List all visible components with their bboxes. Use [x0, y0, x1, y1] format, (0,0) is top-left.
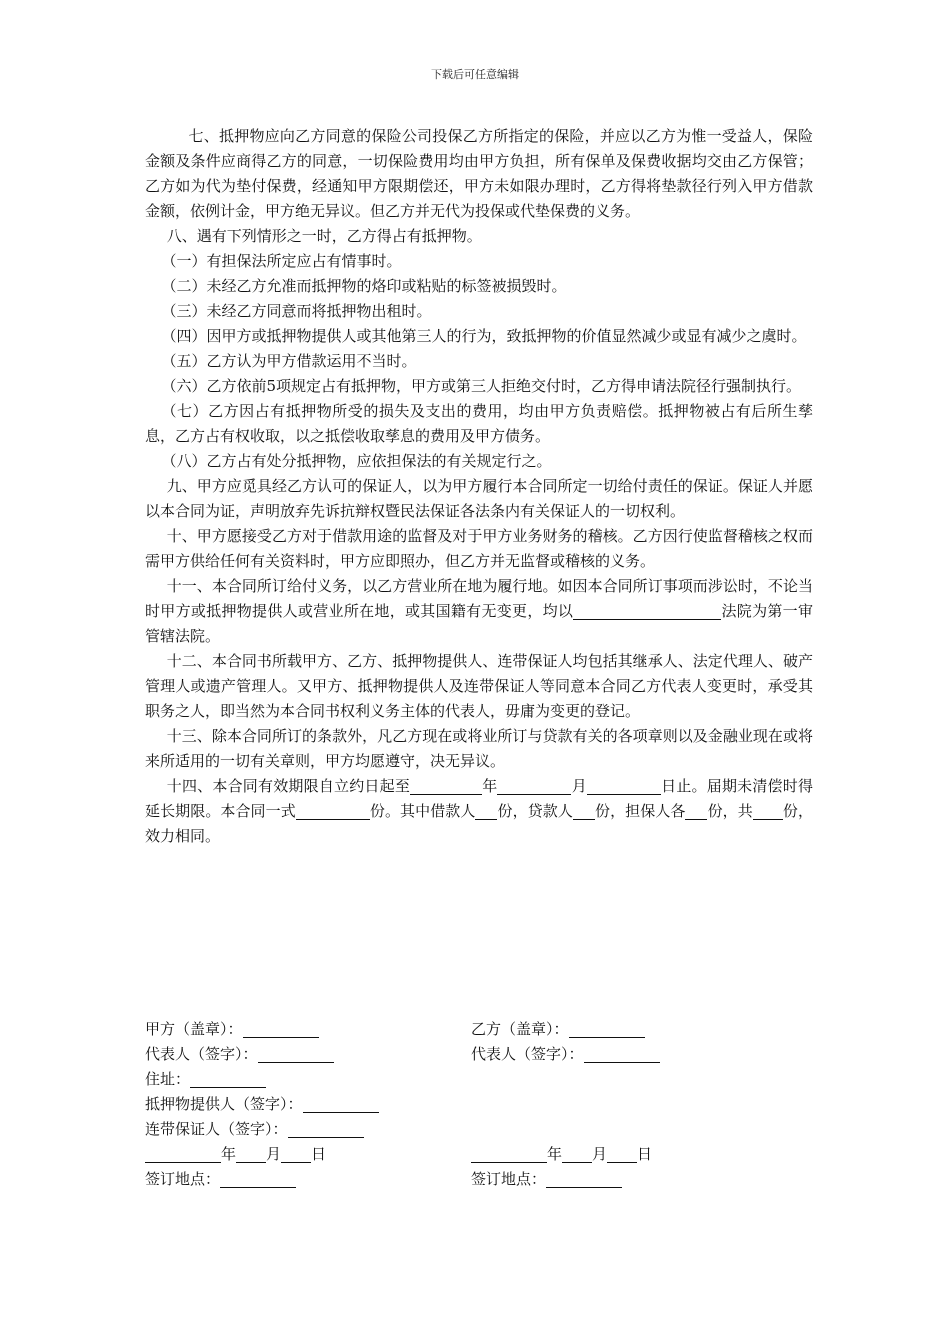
borrower-copies-blank[interactable] — [475, 802, 497, 820]
court-blank-continued[interactable] — [691, 602, 721, 620]
clause-8-item-7: （七）乙方因占有抵押物所受的损失及支出的费用，均由甲方负责赔偿。抵押物被占有后所生孳息，乙方占有权收取，以之抵偿收取孳息的费用及甲方债务。 — [145, 402, 813, 445]
clause-11 — [145, 574, 813, 649]
clause-8-item-1: （一）有担保法所定应占有情事时。 — [161, 252, 402, 270]
party-a-place-line — [145, 1167, 296, 1192]
court-blank[interactable] — [573, 602, 691, 620]
place-label: 签订地点： — [145, 1170, 221, 1188]
party-b-rep-line — [471, 1042, 660, 1067]
party-a-rep-line — [145, 1042, 334, 1067]
clause-14-text: 份，效力相同。 — [145, 802, 813, 845]
clause-14-text: 份，共 — [707, 802, 753, 820]
party-a-seal-blank[interactable] — [243, 1020, 319, 1038]
party-a-label: 甲方（盖章）： — [145, 1020, 243, 1038]
total-copies-blank[interactable] — [753, 802, 783, 820]
clause-8-item-4: （四）因甲方或抵押物提供人或其他第三人的行为，致抵押物的价值显然减少或显有减少之虞时。 — [161, 327, 807, 345]
place-label: 签订地点： — [471, 1170, 547, 1188]
mortgagor-label: 抵押物提供人（签字）： — [145, 1095, 303, 1113]
mortgagor-blank[interactable] — [303, 1095, 379, 1113]
copies-blank[interactable] — [296, 802, 370, 820]
party-a-rep-blank[interactable] — [258, 1045, 334, 1063]
clause-14-text: 日止。届期未清偿时得延长期限。本合同一式 — [145, 777, 813, 820]
clause-8-item-2: （二）未经乙方允准而抵押物的烙印或粘贴的标签被损毁时。 — [161, 277, 567, 295]
clause-9: 九、甲方应觅具经乙方认可的保证人，以为甲方履行本合同所定一切给付责任的保证。保证人并愿以本合同为证，声明放弃先诉抗辩权暨民法保证各法条内有关保证人的一切权利。 — [145, 477, 813, 520]
address-label: 住址： — [145, 1070, 191, 1088]
day-label: 日 — [311, 1145, 327, 1163]
clause-11-text-a: 十一、本合同所订给付义务，以乙方营业所在地为履行地。如因本合同所订事项而涉讼时，不论当时甲方或抵押物提供人或营业所在地，或其国籍有无变更，均以 — [145, 577, 813, 620]
guarantor-blank[interactable] — [288, 1120, 364, 1138]
contract-body — [145, 124, 813, 849]
year-label: 年 — [547, 1145, 563, 1163]
guarantor-label: 连带保证人（签字）： — [145, 1120, 288, 1138]
day-label: 日 — [637, 1145, 653, 1163]
party-b-date-line — [471, 1142, 652, 1167]
clause-8-item-3: （三）未经乙方同意而将抵押物出租时。 — [161, 302, 432, 320]
address-line — [145, 1067, 266, 1092]
party-b-place-line — [471, 1167, 622, 1192]
address-blank[interactable] — [190, 1070, 266, 1088]
clause-10: 十、甲方愿接受乙方对于借款用途的监督及对于甲方业务财务的稽核。乙方因行使监督稽核之权而需甲方供给任何有关资料时，甲方应即照办，但乙方并无监督或稽核的义务。 — [145, 527, 813, 570]
month-label: 月 — [266, 1145, 282, 1163]
term-day-blank[interactable] — [587, 777, 661, 795]
month-label: 月 — [571, 777, 587, 795]
clause-12: 十二、本合同书所载甲方、乙方、抵押物提供人、连带保证人均包括其继承人、法定代理人、破产管理人或遗产管理人。又甲方、抵押物提供人及连带保证人等同意本合同乙方代表人变更时，承受其职务之人，即当然为本合同书权利义务主体的代表人，毋庸为变更的登记。 — [145, 652, 813, 720]
party-b-seal-line — [471, 1017, 645, 1042]
party-b-day-blank[interactable] — [607, 1145, 637, 1163]
term-year-blank[interactable] — [410, 777, 482, 795]
party-b-month-blank[interactable] — [562, 1145, 592, 1163]
party-a-month-blank[interactable] — [236, 1145, 266, 1163]
clause-8-item-6: （六）乙方依前5项规定占有抵押物，甲方或第三人拒绝交付时，乙方得申请法院径行强制执行。 — [161, 377, 802, 395]
lender-copies-blank[interactable] — [573, 802, 595, 820]
clause-8-item-8: （八）乙方占有处分抵押物，应依担保法的有关规定行之。 — [161, 452, 552, 470]
rep-label: 代表人（签字）： — [471, 1045, 584, 1063]
rep-label: 代表人（签字）： — [145, 1045, 258, 1063]
clause-7: 七、抵押物应向乙方同意的保险公司投保乙方所指定的保险，并应以乙方为惟一受益人，保险金额及条件应商得乙方的同意，一切保险费用均由甲方负担，所有保单及保费收据均交由乙方保管；乙方如为代为垫付保费，经通知甲方限期偿还，甲方未如限办理时，乙方得将垫款径行列入甲方借款金额，依例计金，甲方绝无异议。但乙方并无代为投保或代垫保费的义务。 — [145, 127, 813, 220]
mortgagor-line — [145, 1092, 379, 1117]
clause-14-text: 份，担保人各 — [594, 802, 686, 820]
clause-8: 八、遇有下列情形之一时，乙方得占有抵押物。 — [166, 227, 482, 245]
clause-13: 十三、除本合同所订的条款外，凡乙方现在或将业所订与贷款有关的各项章则以及金融业现在或将来所适用的一切有关章则，甲方均愿遵守，决无异议。 — [145, 727, 813, 770]
clause-11-text-b: 法院为第一审管辖法院。 — [145, 602, 813, 645]
clause-14 — [145, 774, 813, 849]
party-a-place-blank[interactable] — [220, 1170, 296, 1188]
party-a-date-line — [145, 1142, 326, 1167]
guarantor-line — [145, 1117, 364, 1142]
guarantor-copies-blank[interactable] — [685, 802, 707, 820]
year-label: 年 — [482, 777, 498, 795]
clause-14-text: 份，贷款人 — [497, 802, 573, 820]
party-a-day-blank[interactable] — [281, 1145, 311, 1163]
party-a-year-blank[interactable] — [145, 1145, 221, 1163]
month-label: 月 — [592, 1145, 608, 1163]
party-b-label: 乙方（盖章）： — [471, 1020, 569, 1038]
party-b-rep-blank[interactable] — [584, 1045, 660, 1063]
party-b-year-blank[interactable] — [471, 1145, 547, 1163]
party-b-place-blank[interactable] — [546, 1170, 622, 1188]
page-header: 下载后可任意编辑 — [431, 68, 519, 81]
party-b-seal-blank[interactable] — [569, 1020, 645, 1038]
clause-14-text: 份。其中借款人 — [369, 802, 476, 820]
term-month-blank[interactable] — [497, 777, 571, 795]
party-a-seal-line — [145, 1017, 319, 1042]
clause-14-text: 十四、本合同有效期限自立约日起至 — [166, 777, 411, 795]
year-label: 年 — [221, 1145, 237, 1163]
clause-8-item-5: （五）乙方认为甲方借款运用不当时。 — [161, 352, 417, 370]
